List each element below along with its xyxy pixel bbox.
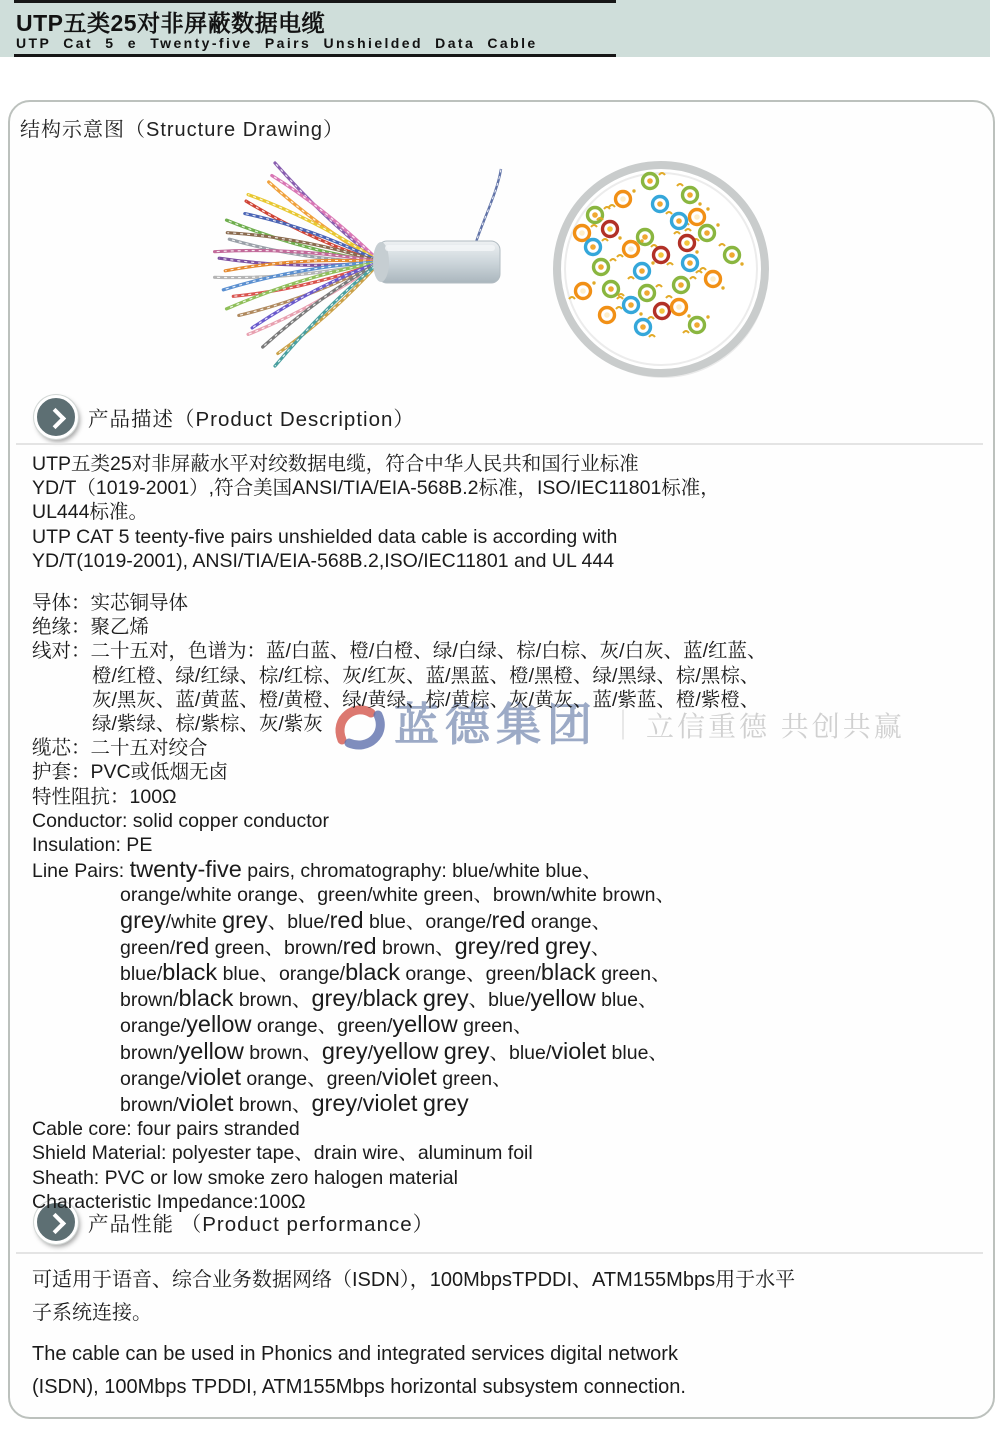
content-panel bbox=[8, 100, 995, 1419]
text-line: 特性阻抗：100Ω bbox=[32, 785, 177, 808]
structure-drawing-heading: 结构示意图（Structure Drawing） bbox=[20, 119, 345, 141]
product-performance-heading: 产品性能 （Product performance） bbox=[88, 1213, 435, 1236]
text-line: Sheath: PVC or low smoke zero halogen material bbox=[32, 1166, 458, 1189]
performance-paragraph-en bbox=[32, 1338, 982, 1404]
performance-body bbox=[32, 1264, 982, 1404]
text-line: grey/white grey、blue/red blue、orange/red orange、 bbox=[120, 906, 612, 933]
page-header bbox=[0, 0, 990, 57]
text-line: Shield Material: polyester tape、drain wire、aluminum foil bbox=[32, 1142, 533, 1165]
text-line: 护套：PVC或低烟无卤 bbox=[32, 761, 229, 784]
specs-zh bbox=[32, 591, 982, 809]
specs-en bbox=[32, 809, 982, 1214]
text-line: The cable can be used in Phonics and integrated services digital network bbox=[32, 1343, 678, 1365]
page-subtitle: UTP Cat 5 e Twenty-five Pairs Unshielded Data Cable bbox=[16, 35, 538, 51]
description-body bbox=[32, 452, 982, 1214]
text-line: 线对：二十五对，色谱为：蓝/白蓝、橙/白橙、绿/白绿、棕/白棕、灰/白灰、蓝/红蓝、 bbox=[32, 640, 767, 663]
product-description-heading: 产品描述（Product Description） bbox=[88, 408, 415, 431]
text-line: 绝缘：聚乙烯 bbox=[32, 616, 150, 639]
text-line: Insulation: PE bbox=[32, 834, 153, 857]
text-line: orange/white orange、green/white green、brown/white brown、 bbox=[120, 884, 675, 907]
text-line: blue/black blue、orange/black orange、green/black green、 bbox=[120, 959, 671, 986]
divider bbox=[16, 1252, 983, 1254]
text-line: 缆芯：二十五对绞合 bbox=[32, 737, 208, 760]
text-line: 可适用于语音、综合业务数据网络（ISDN），100MbpsTPDDI、ATM155Mbps用于水平 bbox=[32, 1269, 796, 1291]
text-line: 绿/紫绿、棕/紫棕、灰/紫灰 bbox=[92, 713, 323, 736]
text-line: 子系统连接。 bbox=[32, 1302, 152, 1324]
performance-paragraph-zh bbox=[32, 1264, 982, 1330]
text-line: brown/violet brown、grey/violet grey bbox=[120, 1090, 469, 1117]
watermark-slogan-text: 立信重德 共创共赢 bbox=[646, 711, 905, 742]
text-line: orange/yellow orange、green/yellow green、 bbox=[120, 1011, 533, 1038]
text-line: UTP CAT 5 teenty-five pairs unshielded data cable is according with bbox=[32, 525, 618, 548]
text-line: orange/violet orange、green/violet green、 bbox=[120, 1063, 512, 1090]
text-line: Conductor: solid copper conductor bbox=[32, 809, 330, 832]
text-line: Cable core: four pairs stranded bbox=[32, 1118, 300, 1141]
divider bbox=[16, 443, 983, 445]
chevron-right-icon bbox=[34, 395, 78, 439]
page-title: UTP五类25对非屏蔽数据电缆 bbox=[16, 10, 326, 36]
text-line: Characteristic Impedance:100Ω bbox=[32, 1190, 306, 1213]
text-line: (ISDN), 100Mbps TPDDI, ATM155Mbps horizontal subsystem connection. bbox=[32, 1376, 686, 1398]
text-line: green/red green、brown/red brown、grey/red grey、 bbox=[120, 932, 611, 959]
text-line: YD/T（1019-2001）,符合美国ANSI/TIA/EIA-568B.2标准，ISO/IEC11801标准， bbox=[32, 477, 720, 500]
text-line: brown/black brown、grey/black grey、blue/yellow blue、 bbox=[120, 985, 658, 1012]
header-rule-bottom bbox=[14, 54, 616, 57]
text-line: Line Pairs: twenty-five pairs, chromatography: blue/white blue、 bbox=[32, 856, 602, 883]
text-line: UL444标准。 bbox=[32, 501, 148, 524]
description-paragraph-zh bbox=[32, 452, 982, 525]
watermark-brand-text: 蓝德集团 bbox=[394, 699, 599, 750]
text-line: 导体：实芯铜导体 bbox=[32, 592, 189, 615]
text-line: UTP五类25对非屏蔽水平对绞数据电缆，符合中华人民共和国行业标准 bbox=[32, 453, 639, 475]
text-line: 橙/红橙、绿/红绿、棕/红棕、灰/红灰、蓝/黑蓝、橙/黑橙、绿/黑绿、棕/黑棕、 bbox=[92, 664, 760, 687]
description-paragraph-en bbox=[32, 525, 982, 573]
text-line: 灰/黑灰、蓝/黄蓝、橙/黄橙、绿/黄绿、棕/黄棕、灰/黄灰、蓝/紫蓝、橙/紫橙、 bbox=[92, 688, 760, 711]
cable-photo bbox=[175, 157, 505, 392]
cross-section-diagram bbox=[547, 155, 775, 387]
text-line: brown/yellow brown、grey/yellow grey、blue/violet blue、 bbox=[120, 1037, 668, 1064]
watermark-divider: ｜ bbox=[608, 710, 639, 743]
header-rule-top bbox=[14, 0, 616, 3]
text-line: YD/T(1019-2001), ANSI/TIA/EIA-568B.2,ISO/IEC11801 and UL 444 bbox=[32, 549, 615, 572]
